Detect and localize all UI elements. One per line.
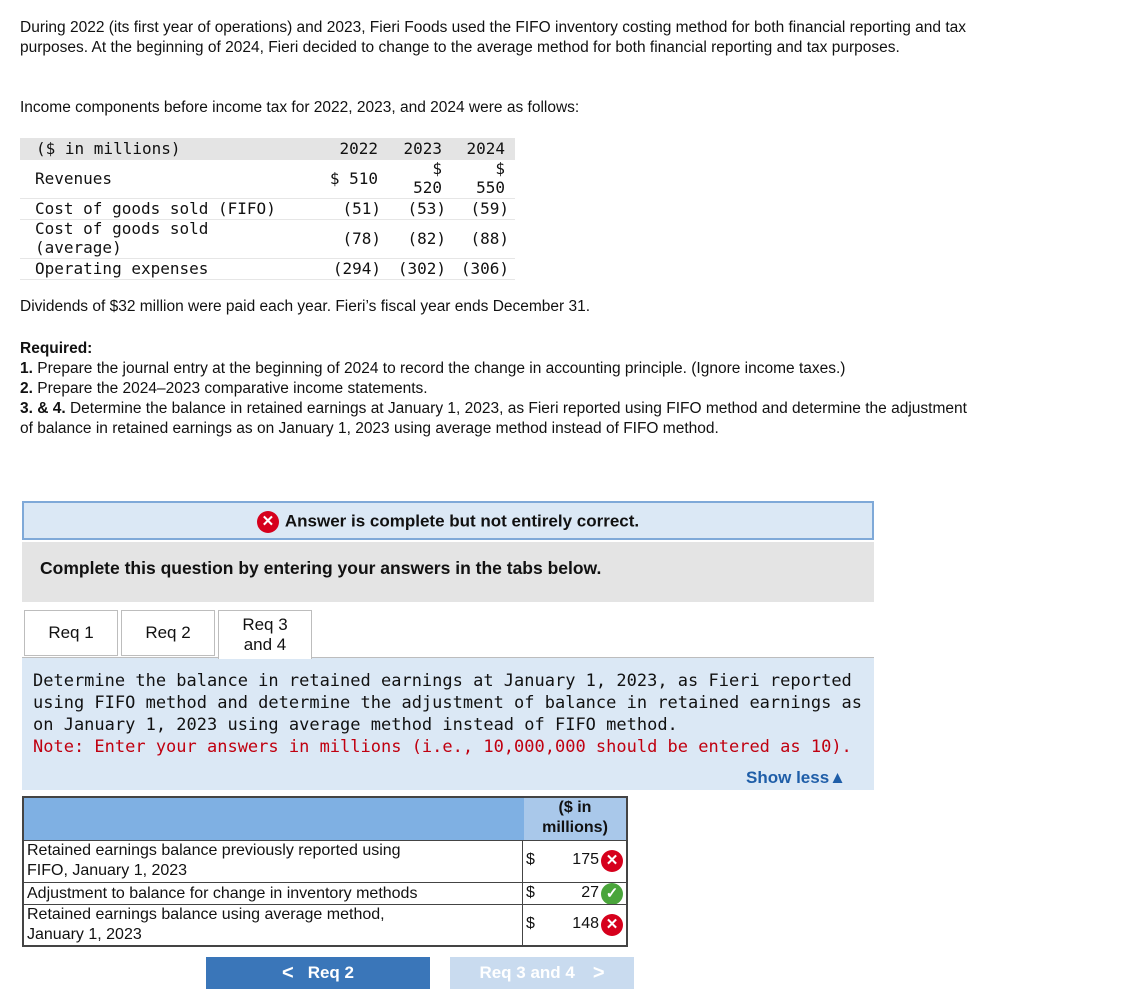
question-text: Determine the balance in retained earnings at January 1, 2023, as Fieri reported using FIFO method and determine the adjustment of balance in retained earnings as on January 1, 2023 using average method instead of FIFO method. — [33, 671, 863, 735]
unit-line1: ($ in — [558, 799, 592, 816]
value-cogs-average-2023: (82) — [407, 229, 446, 248]
row-label-cogs-average-line1: Cost of goods sold — [35, 219, 209, 238]
chevron-right-icon: > — [592, 961, 605, 984]
intro-table-caption: Income components before income tax for 2022, 2023, and 2024 were as follows: — [20, 99, 580, 116]
year-header-2024: 2024 — [466, 139, 505, 158]
result-banner — [22, 501, 874, 540]
required-section — [20, 339, 970, 439]
item-number: 3. & 4. — [20, 400, 66, 417]
value-opex-2023: (302) — [397, 259, 446, 278]
answer-row-average-balance — [24, 904, 626, 946]
row-label — [27, 841, 507, 881]
label-line2: January 1, 2023 — [27, 926, 142, 943]
answer-value[interactable]: 27 — [581, 884, 599, 901]
label-line1: Adjustment to balance for change in inventory methods — [27, 885, 418, 902]
tab-label: Req 2 — [145, 623, 191, 642]
answer-row-fifo-balance — [24, 840, 626, 883]
instructions-text: Complete this question by entering your answers in the tabs below. — [40, 558, 602, 578]
value-cogs-average-2022: (78) — [342, 229, 381, 248]
answer-input-cell[interactable] — [522, 841, 627, 883]
value-cogs-fifo-2024: (59) — [470, 199, 509, 218]
answer-row-adjustment — [24, 882, 626, 905]
row-label-revenues: Revenues — [35, 169, 113, 188]
question-text-block — [33, 670, 863, 758]
x-circle-icon: ✕ — [601, 850, 623, 872]
row-label-operating-expenses: Operating expenses — [35, 259, 209, 278]
banner-text: Answer is complete but not entirely correct. — [284, 511, 640, 531]
check-circle-icon: ✓ — [601, 883, 623, 905]
unit-header — [524, 798, 626, 840]
answer-table — [22, 796, 628, 947]
intro-paragraph: During 2022 (its first year of operations) and 2023, Fieri Foods used the FIFO inventory costing method for both financial reporting and tax purposes. At the beginning of 2024, Fieri decided to change to the average method for both financial reporting and tax purposes. — [20, 19, 966, 56]
value-revenues-2023: 520 — [413, 178, 442, 197]
tab-req-3-and-4[interactable] — [218, 610, 312, 659]
row-label — [27, 905, 507, 945]
tab-req-2[interactable] — [121, 610, 215, 656]
currency-revenues-2024: $ — [495, 159, 505, 178]
year-header-2022: 2022 — [339, 139, 378, 158]
currency-sign: $ — [526, 915, 535, 932]
row-divider — [20, 279, 515, 280]
question-note: Note: Enter your answers in millions (i.e., 10,000,000 should be entered as 10). — [33, 737, 852, 757]
row-label-cogs-fifo: Cost of goods sold (FIFO) — [35, 199, 276, 218]
unit-line2: millions) — [542, 819, 608, 836]
tab-label: Req 1 — [48, 623, 94, 642]
label-line1: Retained earnings balance previously reported using — [27, 842, 401, 859]
year-header-2023: 2023 — [403, 139, 442, 158]
question-panel — [22, 658, 874, 790]
dividends-note: Dividends of $32 million were paid each year. Fieri’s fiscal year ends December 31. — [20, 298, 591, 315]
value-revenues-2024: 550 — [476, 178, 505, 197]
answer-input-cell[interactable] — [522, 883, 627, 905]
required-item-3-4 — [20, 399, 970, 439]
item-text: Determine the balance in retained earnings at January 1, 2023, as Fieri reported using FIFO method and determine the adjustment of balance in retained earnings as on January 1, 2023 using average method instead of FIFO method. — [20, 400, 967, 437]
label-line1: Retained earnings balance using average method, — [27, 906, 385, 923]
answer-value[interactable]: 148 — [572, 915, 599, 932]
value-cogs-average-2024: (88) — [470, 229, 509, 248]
required-item-1 — [20, 359, 970, 379]
answer-table-header — [24, 798, 626, 840]
value-opex-2022: (294) — [332, 259, 381, 278]
chevron-left-icon: < — [282, 961, 294, 984]
show-less-link[interactable] — [746, 768, 846, 788]
previous-tab-button[interactable] — [206, 957, 430, 989]
label-line2: FIFO, January 1, 2023 — [27, 862, 188, 879]
previous-button-label: Req 2 — [307, 963, 354, 982]
tab-label — [242, 615, 287, 655]
answer-input-cell[interactable] — [522, 905, 627, 946]
show-less-label: Show less — [746, 768, 830, 787]
next-tab-button[interactable] — [450, 957, 634, 989]
item-number: 2. — [20, 380, 33, 397]
tab-label-line2: and 4 — [243, 635, 287, 654]
required-item-2 — [20, 379, 970, 399]
next-button-label: Req 3 and 4 — [479, 963, 575, 982]
required-heading: Required: — [20, 340, 93, 357]
currency-revenues-2023: $ — [432, 159, 442, 178]
triangle-up-icon: ▲ — [829, 768, 846, 787]
instructions-bar — [22, 542, 874, 602]
item-number: 1. — [20, 360, 33, 377]
value-opex-2024: (306) — [460, 259, 509, 278]
x-circle-icon: ✕ — [257, 511, 279, 533]
currency-sign: $ — [526, 884, 535, 901]
item-text: Prepare the journal entry at the beginning of 2024 to record the change in accounting principle. (Ignore income taxes.) — [32, 360, 846, 377]
value-cogs-fifo-2023: (53) — [407, 199, 446, 218]
tab-label-line1: Req 3 — [242, 615, 288, 634]
value-revenues-2022: $ 510 — [329, 169, 378, 188]
tab-req-1[interactable] — [24, 610, 118, 656]
unit-label: ($ in millions) — [36, 139, 181, 158]
answer-value[interactable]: 175 — [572, 851, 599, 868]
row-label-cogs-average-line2: (average) — [35, 238, 122, 257]
currency-sign: $ — [526, 851, 535, 868]
x-circle-icon: ✕ — [601, 914, 623, 936]
value-cogs-fifo-2022: (51) — [342, 199, 381, 218]
item-text: Prepare the 2024–2023 comparative income statements. — [32, 380, 428, 397]
banner-content — [24, 511, 872, 533]
row-label — [27, 884, 507, 904]
